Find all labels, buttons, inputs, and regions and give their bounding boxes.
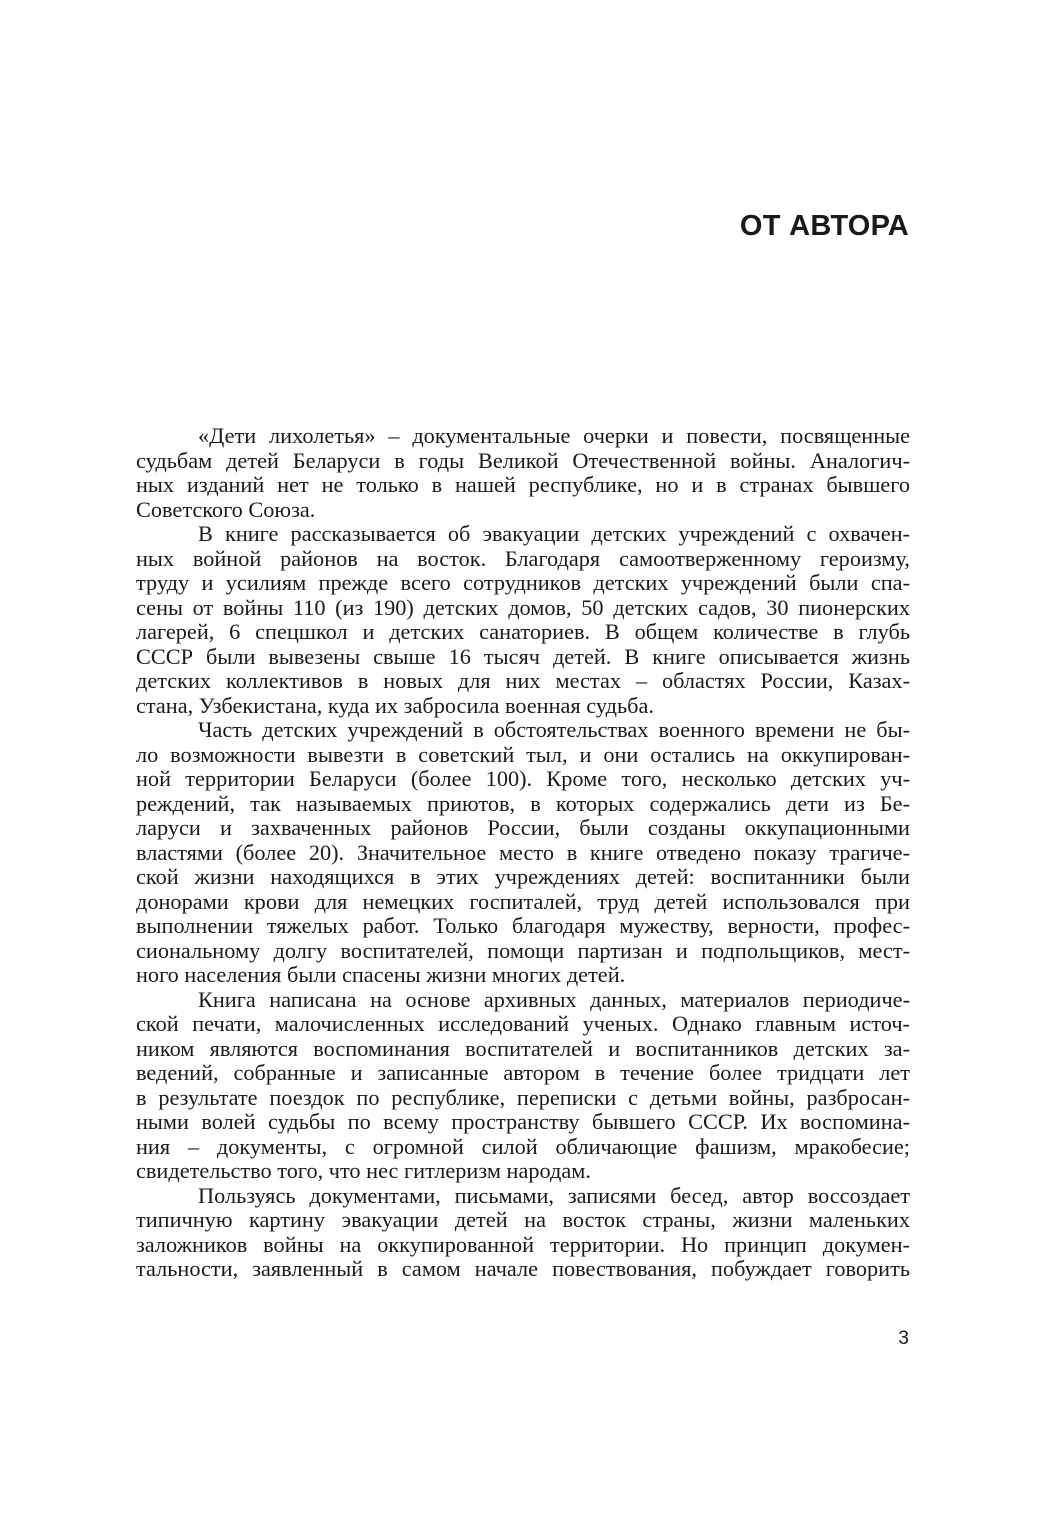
text-line: реждений, так называемых приютов, в которых содержались дети из Бе- xyxy=(136,790,910,816)
text-line: ской печати, малочисленных исследований ученых. Однако главным источ- xyxy=(136,1011,910,1036)
text-line: ником являются воспоминания воспитателей и воспитанников детских за- xyxy=(136,1035,910,1061)
text-line: В книге рассказывается об эвакуации детских учреждений с охвачен- xyxy=(198,521,910,546)
text-line: свидетельство того, что нес гитлеризм народам. xyxy=(136,1158,591,1183)
text-line: «Дети лихолетья» – документальные очерки и повести, посвященные xyxy=(198,423,910,448)
text-line: ными волей судьбы по всему пространству бывшего СССР. Их воспомина- xyxy=(136,1109,910,1134)
text-line: труду и усилиям прежде всего сотрудников детских учреждений были спа- xyxy=(136,570,910,595)
text-line: ларуси и захваченных районов России, были созданы оккупационными xyxy=(136,815,910,840)
text-line: сены от войны 110 (из 190) детских домов, 50 детских садов, 30 пионерских xyxy=(136,594,910,620)
text-line: донорами крови для немецких госпиталей, труд детей использовался при xyxy=(136,888,910,914)
text-line: Часть детских учреждений в обстоятельствах военного времени не бы- xyxy=(198,717,910,742)
text-line: СССР были вывезены свыше 16 тысяч детей. В книге описывается жизнь xyxy=(136,643,910,669)
text-line: ведений, собранные и записанные автором в течение более тридцати лет xyxy=(136,1060,910,1085)
page-number: 3 xyxy=(898,1328,909,1349)
paragraph-5 xyxy=(136,1184,910,1282)
paragraph-2 xyxy=(136,522,910,718)
text-line: властями (более 20). Значительное место в книге отведено показу трагиче- xyxy=(136,839,910,865)
text-line: судьбам детей Беларуси в годы Великой Отечественной войны. Аналогич- xyxy=(136,447,910,473)
paragraph-3 xyxy=(136,718,910,988)
paragraph-4 xyxy=(136,988,910,1184)
text-line: Пользуясь документами, письмами, записями бесед, автор воссоздает xyxy=(198,1182,910,1208)
text-line: ного населения были спасены жизни многих детей. xyxy=(136,962,626,987)
text-line: детских коллективов в новых для них местах – областях России, Казах- xyxy=(136,668,910,693)
paragraph-1 xyxy=(136,424,910,522)
chapter-heading: ОТ АВТОРА xyxy=(739,210,909,242)
text-line: заложников войны на оккупированной территории. Но принцип докумен- xyxy=(136,1231,910,1257)
text-line: ных изданий нет не только в нашей республике, но и в странах бывшего xyxy=(136,472,910,497)
text-line: стана, Узбекистана, куда их забросила военная судьба. xyxy=(136,692,654,718)
text-line: в результате поездок по республике, переписки с детьми войны, разбросан- xyxy=(136,1084,910,1110)
text-line: тальности, заявленный в самом начале повествования, побуждает говорить xyxy=(136,1256,910,1281)
text-line: Книга написана на основе архивных данных, материалов периодиче- xyxy=(198,986,910,1012)
text-line: ных войной районов на восток. Благодаря самоотверженному героизму, xyxy=(136,545,910,571)
text-line: Советского Союза. xyxy=(136,496,316,522)
text-line: ной территории Беларуси (более 100). Кроме того, несколько детских уч- xyxy=(136,766,910,791)
text-line: выполнении тяжелых работ. Только благодаря мужеству, верности, профес- xyxy=(136,913,910,938)
text-line: ской жизни находящихся в этих учреждениях детей: воспитанники были xyxy=(136,864,910,889)
text-line: ло возможности вывезти в советский тыл, и они остались на оккупирован- xyxy=(136,741,910,767)
text-line: лагерей, 6 спецшкол и детских санаториев. В общем количестве в глубь xyxy=(136,619,910,644)
text-line: сиональному долгу воспитателей, помощи партизан и подпольщиков, мест- xyxy=(136,937,910,963)
body-text xyxy=(136,424,910,1282)
text-line: типичную картину эвакуации детей на восток страны, жизни маленьких xyxy=(136,1207,910,1232)
text-line: ния – документы, с огромной силой обличающие фашизм, мракобесие; xyxy=(136,1133,910,1159)
